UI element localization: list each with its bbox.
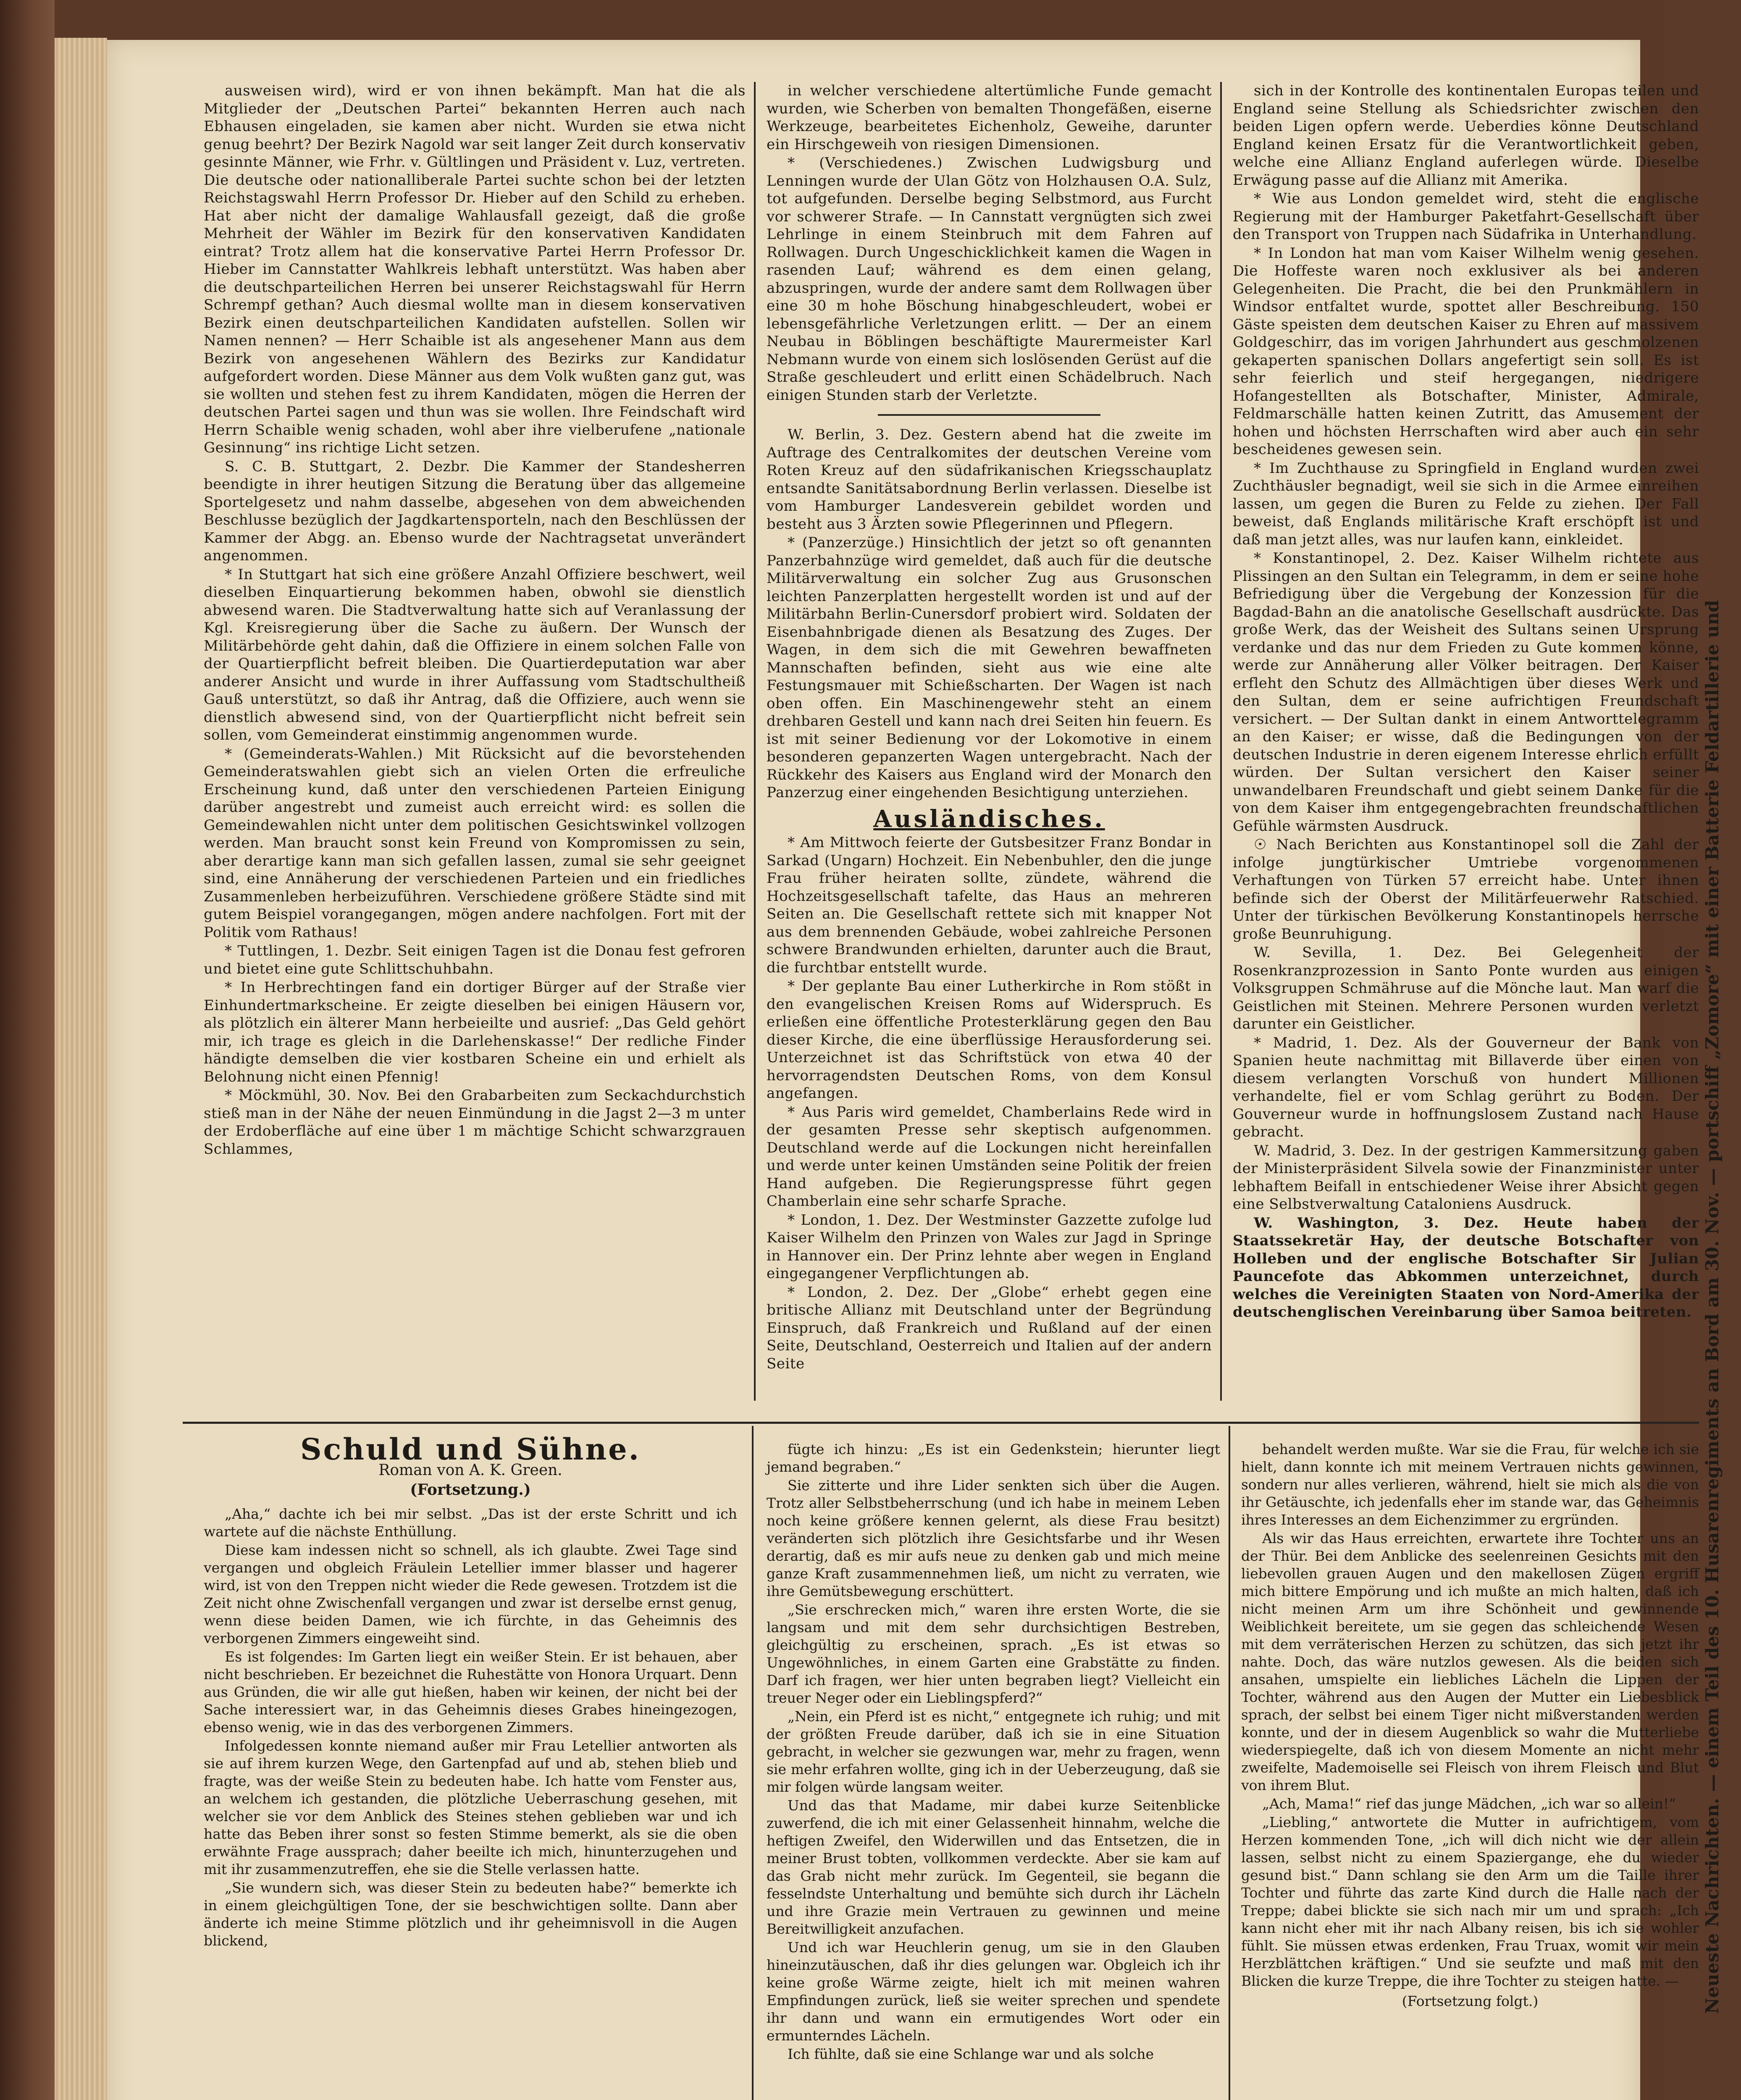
paragraph: „Sie wundern sich, was dieser Stein zu bedeuten habe?“ bemerkte ich in einem gleichgültigen Tone, der sie beschwichtigen sollte. Dann aber änderte ich meine Stimme plötzlich und ihr geheimnisvoll in die Augen blickend, — [204, 1880, 737, 1949]
novel-column-2 — [767, 1441, 1220, 2064]
paragraph: * London, 2. Dez. Der „Globe“ erhebt gegen eine britische Allianz mit Deutschland unter der Begründung Einspruch, daß Frankreich und Rußland auf der einen Seite, Deutschland, Oesterreich und Italien auf der andern Seite — [767, 1284, 1212, 1372]
paragraph: „Liebling,“ antwortete die Mutter in aufrichtigem, vom Herzen kommenden Tone, „ich will dich nicht wie der allein lassen, selbst nicht zu einem Spaziergange, ehe du wieder gesund bist.“ Dann schlang sie den Arm um die Taille ihrer Tochter und führte das zarte Kind durch die Halle nach der Treppe; dabei blickte sie sich nach mir um und sprach: „Ich kann nicht eher mit ihr nach Albany reisen, bis ich sie wohler fühlt. Sie müssen etwas erdenken, Frau Truax, womit wir mein Herzblättchen kräftigen.“ Und sie seufzte und maß mit den Blicken die kurze Treppe, die ihre Tochter zu steigen hatte. — — [1241, 1814, 1699, 1989]
paragraph: * (Panzerzüge.) Hinsichtlich der jetzt so oft genannten Panzerbahnzüge wird gemeldet, daß auch für die deutsche Militärverwaltung ein solcher Zug aus Grusonschen leichten Panzerplatten hergestellt worden ist und auf der Militärbahn Berlin-Cunersdorf probiert wird. Soldaten der Eisenbahnbrigade dienen als Besatzung des Zuges. Der Wagen, in dem sich die mit Gewehren bewaffneten Mannschaften befinden, sieht aus wie eine alte Festungsmauer mit Schießscharten. Der Wagen ist nach oben offen. Ein Maschinengewehr steht an einem drehbaren Gestell und kann nach drei Seiten hin feuern. Es ist mit seiner Bedienung vor der Lokomotive in einem besonderen gepanzerten Wagen untergebracht. Nach der Rückkehr des Kaisers aus England wird der Monarch den Panzerzug einer eingehenden Besichtigung unterziehen. — [767, 534, 1212, 801]
column-1 — [204, 82, 746, 1159]
paragraph: ☉ Nach Berichten aus Konstantinopel soll die Zahl der infolge jungtürkischer Umtriebe vorgenommenen Verhaftungen von Türken 57 erreicht habe. Unter ihnen befinde sich der Oberst der Militärfeuerwehr Ratschied. Unter der türkischen Bevölkerung Konstantinopels herrsche große Beunruhigung. — [1233, 836, 1699, 942]
paragraph: „Sie erschrecken mich,“ waren ihre ersten Worte, die sie langsam und mit dem sehr durchsichtigen Bestreben, gleichgültig zu erscheinen, sprach. „Es ist etwas so Ungewöhnliches, in einem Garten eine Grabstätte zu finden. Darf ich fragen, wer hier unten begraben liegt? Vielleicht ein treuer Neger oder ein Lieblingspferd?“ — [767, 1601, 1220, 1706]
paragraph: * (Verschiedenes.) Zwischen Ludwigsburg und Lenningen wurde der Ulan Götz von Holzhausen O.A. Sulz, tot aufgefunden. Derselbe beging Selbstmord, aus Furcht vor schwerer Strafe. — In Cannstatt vergnügten sich zwei Lehrlinge in einem Steinbruch mit dem Fahren auf Rollwagen. Durch Ungeschicklichkeit kamen die Wagen in rasenden Lauf; während es dem einen gelang, abzuspringen, wurde der andere samt dem Rollwagen über eine 30 m hohe Böschung hinabgeschleudert, wobei er lebensgefährliche Verletzungen erlitt. — Der an einem Neubau in Böblingen beschäftigte Maurermeister Karl Nebmann wurde von einem sich loslösenden Gerüst auf die Straße geschleudert und erlitt einen Schädelbruch. Nach einigen Stunden starb der Verletzte. — [767, 155, 1212, 404]
feuilleton-rule — [183, 1422, 1699, 1424]
paragraph: W. Berlin, 3. Dez. Gestern abend hat die zweite im Auftrage des Centralkomites der deutschen Vereine vom Roten Kreuz auf den südafrikanischen Kriegsschauplatz entsandte Sanitätsabordnung Berlin verlassen. Dieselbe ist vom Hamburger Landesverein gebildet worden und besteht aus 3 Ärzten sowie Pflegerinnen und Pflegern. — [767, 426, 1212, 533]
paragraph: * Am Mittwoch feierte der Gutsbesitzer Franz Bondar in Sarkad (Ungarn) Hochzeit. Ein Nebenbuhler, den die junge Frau früher heiraten sollte, zündete, während die Hochzeitsgesellschaft tafelte, das Haus an mehreren Seiten an. Die Gesellschaft rettete sich mit knapper Not aus dem brennenden Gebäude, wobei zahlreiche Personen schwere Brandwunden erhielten, darunter auch die Braut, die furchtbar entstellt wurde. — [767, 834, 1212, 976]
paragraph: behandelt werden mußte. War sie die Frau, für welche ich sie hielt, dann konnte ich mit meinem Vertrauen nichts gewinnen, sondern nur alles verlieren, während, hielt sie mich als die von ihr Getäuschte, ich jedenfalls eher im stande war, das Geheimnis ihres Interesses an dem Eichenzimmer zu ergründen. — [1241, 1441, 1699, 1528]
paragraph: sich in der Kontrolle des kontinentalen Europas teilen und England seine Stellung als Schiedsrichter zwischen den beiden Ligen opfern werde. Ueberdies könne Deutschland England keinen Ersatz für die Verantwortlichkeit geben, welche eine Allianz England auferlegen würde. Dieselbe Erwägung passe auf die Allianz mit Amerika. — [1233, 82, 1699, 189]
paragraph: ausweisen wird), wird er von ihnen bekämpft. Man hat die als Mitglieder der „Deutschen Partei“ bekannten Herren auch nach Ebhausen eingeladen, sie kamen aber nicht. Wurden sie etwa nicht genug beehrt? Der Bezirk Nagold war seit langer Zeit durch konservativ gesinnte Männer, wie Frhr. v. Gültlingen und Präsident v. Luz, vertreten. Die deutsche oder nationalliberale Partei suchte schon bei der letzten Reichstagswahl Herrn Professor Dr. Hieber auf den Schild zu erheben. Hat aber nicht der damalige Wahlausfall gezeigt, daß die große Mehrheit der Wähler im Bezirk für den konservativen Kandidaten eintrat? Trotz allem hat die konservative Partei Herrn Professor Dr. Hieber im Cannstatter Wahlkreis lebhaft unterstützt. Was haben aber die deutschparteilichen Herren bei unserer Reichstagswahl für Herrn Schrempf gethan? Auch diesmal wollte man in diesem konservativen Bezirk einen deutschparteilichen Kandidaten aufstellen. Sollen wir Namen nennen? — Herr Schaible ist als angesehener Mann aus dem Bezirk von angesehenen Wählern des Bezirks zur Kandidatur aufgefordert worden. Diese Männer aus dem Volk wußten ganz gut, was sie wollten und stehen fest zu ihrem Kandidaten, mögen die Herren der deutschen Partei sagen und thun was sie wollen. Ihre Feindschaft wird Herrn Schaible wenig schaden, wohl aber ihre vielberufene „nationale Gesinnung“ ins richtige Licht setzen. — [204, 82, 746, 456]
paragraph: Ich fühlte, daß sie eine Schlange war und als solche — [788, 2046, 1154, 2062]
paragraph: „Aha,“ dachte ich bei mir selbst. „Das ist der erste Schritt und ich wartete auf die nächste Enthüllung. — [204, 1506, 737, 1540]
paragraph: * In Herbrechtingen fand ein dortiger Bürger auf der Straße vier Einhundertmarkscheine. Er zeigte dieselben bei einigen Häusern vor, als plötzlich ein älterer Mann herbeieilte und ausrief: „Das Geld gehört mir, ich trage es gleich in die Darlehenskasse!“ Der redliche Finder händigte demselben die vier kostbaren Scheine ein und erhielt als Belohnung nicht einen Pfennig! — [204, 979, 746, 1085]
divider — [878, 414, 1100, 416]
paragraph: Als wir das Haus erreichten, erwartete ihre Tochter uns an der Thür. Bei dem Anblicke des seelenreinen Gesichts mit den liebevollen grauen Augen und den makellosen Zügen ergriff mich bittere Empörung und ich mußte an mich halten, daß ich nicht meinen Arm um ihre Schönheit und gewinnende Weiblichkeit bereitete, um sie gegen das schleichende Wesen mit dem verräterischen Herzen zu schützen, das sich jetzt ihr nahte. Doch, das wäre nutzlos gewesen. Als die beiden sich ansahen, umspielte ein liebliches Lächeln die Lippen der Tochter, während aus den Augen der Mutter ein Liebesblick sprach, der selbst bei einem Tiger nicht mißverstanden werden konnte, und der in diesem Augenblick so wahr die Mutterliebe wiederspiegelte, daß ich von diesem Momente an nicht mehr zweifelte, Mademoiselle sei Fleisch von ihrem Fleisch und Blut von ihrem Blut. — [1241, 1530, 1699, 1793]
column-3 — [1233, 82, 1699, 1322]
paragraph: Sie zitterte und ihre Lider senkten sich über die Augen. Trotz aller Selbstbeherrschung (und ich habe in meinem Leben noch keine größere kennen gelernt, als diese Frau besitzt) veränderten sich plötzlich ihre Gesichtsfarbe und ihr Wesen derartig, daß es mir aufs neue zu denken gab und mich meine ganze Kraft zusammennehmen ließ, um nicht zu verraten, wie ihre Gemütsbewegung erschüttert. — [767, 1477, 1220, 1599]
paragraph: * Möckmühl, 30. Nov. Bei den Grabarbeiten zum Seckachdurchstich stieß man in der Nähe der neuen Einmündung in die Jagst 2—3 m unter der Erdoberfläche auf eine über 1 m mächtige Schicht schwarzgrauen Schlammes, — [204, 1087, 746, 1158]
paragraph: „Ach, Mama!“ rief das junge Mädchen, „ich war so allein!“ — [1262, 1796, 1676, 1812]
paragraph: S. C. B. Stuttgart, 2. Dezbr. Die Kammer der Standesherren beendigte in ihrer heutigen Sitzung die Beratung über das allgemeine Sportelgesetz und nahm dasselbe, abgesehen von dem abweichenden Beschlusse bezüglich der Jagdkartensporteln, nach den Beschlüssen der Kammer der Abgg. an. Ebenso wurde der Nachtragsetat unverändert angenommen. — [204, 458, 746, 564]
paragraph: * Madrid, 1. Dez. Als der Gouverneur der Bank von Spanien heute nachmittag mit Billaverde über einen von diesem verlangten Vorschuß von hundert Millionen verhandelte, fiel er vom Schlag gerührt zu Boden. Der Gouverneur wurde in hoffnungslosem Zustand nach Hause gebracht. — [1233, 1034, 1699, 1140]
paragraph: Diese kam indessen nicht so schnell, als ich glaubte. Zwei Tage sind vergangen und obgleich Fräulein Letellier immer blasser und hagerer wird, ist von den Treppen nicht wieder die Rede gewesen. Trotzdem ist die Zeit nicht ohne Zwischenfall vergangen und zwar ist derselbe ernst genug, wenn diese beiden Damen, wie ich fürchte, in das Geheimnis des verborgenen Zimmers eingeweiht sind. — [204, 1542, 737, 1646]
page-edges — [55, 38, 107, 2100]
novel-column-1 — [204, 1432, 737, 1950]
column-rule — [752, 1426, 754, 2100]
section-heading: Ausländisches. — [873, 805, 1105, 833]
column-2 — [767, 82, 1212, 1373]
newspaper-page — [107, 40, 1723, 2100]
paragraph: * (Gemeinderats-Wahlen.) Mit Rücksicht auf die bevorstehenden Gemeinderatswahlen giebt sich an vielen Orten die erfreuliche Erscheinung kund, daß unter den verschiedenen Parteien Einigung darüber angestrebt und zumeist auch erreicht wird: es sollen die Gemeindewahlen nicht unter dem politischen Gesichtswinkel vollzogen werden. Man braucht sonst kein Freund von Kompromissen zu sein, aber derartige kann man sich gefallen lassen, zumal sie sehr geeignet sind, eine Annäherung der verschiedenen Parteien und ein friedliches Zusammenleben herbeizuführen. Verschiedene größere Städte sind mit gutem Beispiel vorangegangen, mögen andere nachfolgen. Fort mit der Politik vom Rathaus! — [204, 745, 746, 941]
novel-title: Schuld und Sühne. — [300, 1432, 641, 1467]
paragraph: fügte ich hinzu: „Es ist ein Gedenkstein; hierunter liegt jemand begraben.“ — [767, 1441, 1220, 1475]
paragraph: * Aus Paris wird gemeldet, Chamberlains Rede wird in der gesamten Presse sehr skeptisch aufgenommen. Deutschland werde auf die Lockungen nicht hereinfallen und werde unter keinen Umständen seine Politik der freien Hand aufgeben. Die Regierungspresse führt gegen Chamberlain eine sehr scharfe Sprache. — [767, 1103, 1212, 1210]
paragraph: Und ich war Heuchlerin genug, um sie in den Glauben hineinzutäuschen, daß ihr dies gelungen war. Obgleich ich ihr keine große Wärme zeigte, hielt ich mit meinen wahren Empfindungen zurück, ließ sie weiter sprechen und spendete ihr dann und wann ein ermutigendes Wort oder ein ermunterndes Lächeln. — [767, 1939, 1220, 2044]
paragraph: * Der geplante Bau einer Lutherkirche in Rom stößt in den evangelischen Kreisen Roms auf Widerspruch. Es erließen eine öffentliche Protesterklärung gegen den Bau dieser Kirche, die eine überflüssige Herausforderung sei. Unterzeichnet ist das Schriftstück von etwa 40 der hervorragendsten Deutschen Roms, von dem Konsul angefangen. — [767, 978, 1212, 1102]
novel-author: Roman von A. K. Green. — [378, 1462, 562, 1479]
novel-to-be-continued: (Fortsetzung folgt.) — [1402, 1993, 1539, 2009]
novel-continuation: (Fortsetzung.) — [410, 1481, 531, 1499]
sidebar-latest-news — [1703, 208, 1741, 2014]
paragraph: in welcher verschiedene altertümliche Funde gemacht wurden, wie Scherben von bemalten Thongefäßen, eiserne Werkzeuge, bearbeitetes Eichenholz, Geweihe, darunter ein Hirschgeweih von riesigen Dimensionen. — [767, 82, 1212, 153]
paragraph: * London, 1. Dez. Der Westminster Gazzette zufolge lud Kaiser Wilhelm den Prinzen von Wales zur Jagd in Springe in Hannover ein. Der Prinz lehnte aber wegen in England eingegangener Verpflichtungen ab. — [767, 1211, 1212, 1282]
sidebar-text: Neueste Nachrichten. — einem Teil des 10. Husarenregiments an Bord am 30. Nov. — portschiff „Zomore“ mit einer Batterie Feldartillerie und — [1702, 600, 1723, 2014]
paragraph: * Konstantinopel, 2. Dez. Kaiser Wilhelm richtete aus Plissingen an den Sultan ein Telegramm, in dem er seine hohe Befriedigung über die Vergebung der Konzession für die Bagdad-Bahn an die anatolische Gesellschaft ausdrückte. Das große Werk, das der Weisheit des Sultans seinen Ursprung verdanke und das nur dem Frieden zu Gute kommen könne, werde zur Annäherung aller Völker beitragen. Der Kaiser erfleht den Schutz des Allmächtigen über dieses Werk und den Sultan, dem er seine aufrichtigen Freundschaft versichert. — Der Sultan dankt in einem Antworttelegramm an den Kaiser; er wisse, daß die Bedingungen von der deutschen Industrie in deren eigenem Interesse ehrlich erfüllt würden. Der Sultan versichert den Kaiser seiner unwandelbaren Freundschaft und giebt seinem Danke für die von dem Kaiser ihm entgegengebrachten freundschaftlichen Gefühle wärmsten Ausdruck. — [1233, 550, 1699, 835]
paragraph: * Tuttlingen, 1. Dezbr. Seit einigen Tagen ist die Donau fest gefroren und bietet eine gute Schlittschuhbahn. — [204, 942, 746, 977]
paragraph: W. Washington, 3. Dez. Heute haben der Staatssekretär Hay, der deutsche Botschafter von Holleben und der englische Botschafter Sir Julian Pauncefote das Abkommen unterzeichnet, durch welches die Vereinigten Staaten von Nord-Amerika der deutschenglischen Vereinbarung über Samoa beitreten. — [1233, 1214, 1699, 1320]
paragraph: W. Madrid, 3. Dez. In der gestrigen Kammersitzung gaben der Ministerpräsident Silvela sowie der Finanzminister unter lebhaftem Beifall in entschiedener Weise ihrer Absicht gegen eine Selbstverwaltung Cataloniens Ausdruck. — [1233, 1142, 1699, 1213]
column-rule — [754, 82, 756, 1401]
paragraph: * In Stuttgart hat sich eine größere Anzahl Offiziere beschwert, weil dieselben Einquartierung bekommen haben, obwohl sie dienstlich abwesend waren. Die Stadtverwaltung hatte sich auf Veranlassung der Kgl. Kreisregierung über die Sache zu äußern. Der Wunsch der Militärbehörde geht dahin, daß die Offiziere in einem solchen Falle von der Quartierpflicht befreit bleiben. Die Quartierdeputation war aber anderer Ansicht und wurde in ihrer Auffassung vom Stadtschultheiß Gauß unterstützt, so daß ihr Antrag, daß die Offiziere, auch wenn sie dienstlich abwesend sind, von der Quartierpflicht nicht befreit sein sollen, vom Gemeinderat einstimmig angenommen wurde. — [204, 566, 746, 743]
paragraph: * Im Zuchthause zu Springfield in England wurden zwei Zuchthäusler begnadigt, weil sie sich in die Armee einreihen lassen, um gegen die Buren zu Felde zu ziehen. Der Fall beweist, daß Englands militärische Kraft erschöpft ist und daß man jetzt alles, was nur laufen kann, einkleidet. — [1233, 459, 1699, 548]
book-binding — [0, 0, 55, 2100]
column-rule — [1220, 82, 1222, 1401]
paragraph: W. Sevilla, 1. Dez. Bei Gelegenheit der Rosenkranzprozession in Santo Ponte wurden aus einigen Volksgruppen Schmähruse auf die Mönche laut. Man warf die Geistlichen mit Steinen. Mehrere Personen wurden verletzt darunter ein Geistlicher. — [1233, 944, 1699, 1032]
novel-column-3 — [1241, 1441, 1699, 2010]
paragraph: Infolgedessen konnte niemand außer mir Frau Letellier antworten als sie auf ihrem kurzen Wege, den Gartenpfad auf und ab, stehen blieb und fragte, was der weiße Stein zu bedeuten habe. Ich hatte vom Fenster aus, an welchem ich gestanden, die plötzliche Ueberraschung gesehen, mit welcher sie vor dem Anblick des Steines stehen geblieben war und ich hatte das Beben ihrer sonst so festen Stimme bemerkt, als sie die oben erwähnte Frage aussprach; daher beeilte ich mich, hinunterzugehen und mit ihr zusammenzutreffen, ehe sie die Stelle verlassen hatte. — [204, 1738, 737, 1877]
paragraph: Es ist folgendes: Im Garten liegt ein weißer Stein. Er ist behauen, aber nicht beschrieben. Er bezeichnet die Ruhestätte von Honora Urquart. Denn aus Gründen, die wir alle gut hießen, haben wir keinen, der nicht bei der Sache interessiert war, in das Geheimnis dieses Grabes hineingezogen, ebenso wenig, wie in das des verborgenen Zimmers. — [204, 1648, 737, 1735]
paragraph: * Wie aus London gemeldet wird, steht die englische Regierung mit der Hamburger Paketfahrt-Gesellschaft über den Transport von Truppen nach Südafrika in Unterhandlung. — [1233, 190, 1699, 243]
paragraph: „Nein, ein Pferd ist es nicht,“ entgegnete ich ruhig; und mit der größten Freude darüber, daß ich sie in eine Situation gebracht, in welcher sie gezwungen war, mehr zu fragen, wenn sie mehr erfahren wollte, ging ich in der Ueberzeugung, daß sie mir folgen würde langsam weiter. — [767, 1708, 1220, 1795]
paragraph: Und das that Madame, mir dabei kurze Seitenblicke zuwerfend, die ich mit einer Gelassenheit hinnahm, welche die heftigen Zweifel, den Widerwillen und das Entsetzen, die in meiner Brust tobten, vollkommen verdeckte. Aber sie kam auf das Grab nicht mehr zurück. Im Gegenteil, sie begann die fesselndste Unterhaltung und bemühte sich durch ihr Lächeln und ihre Grazie mein Vertrauen zu gewinnen und meine Bereitwilligkeit anzufachen. — [767, 1797, 1220, 1937]
paragraph: * In London hat man vom Kaiser Wilhelm wenig gesehen. Die Hoffeste waren noch exklusiver als bei anderen Gelegenheiten. Die Pracht, die bei den Prunkmählern in Windsor entfaltet wurde, spottet aller Beschreibung. 150 Gäste speisten dem deutschen Kaiser zu Ehren auf massivem Goldgeschirr, das im vorigen Jahrhundert aus geschmolzenen gekaperten spanischen Dollars angefertigt sein soll. Es ist sehr feierlich und steif hergegangen, niedrigere Hofangestellten als Botschafter, Minister, Admirale, Feldmarschälle hatten keinen Zutritt, das Amusement der hohen und höchsten Herrschaften wird aber auch ein sehr bescheidenes gewesen sein. — [1233, 244, 1699, 458]
column-rule — [1229, 1426, 1230, 2100]
